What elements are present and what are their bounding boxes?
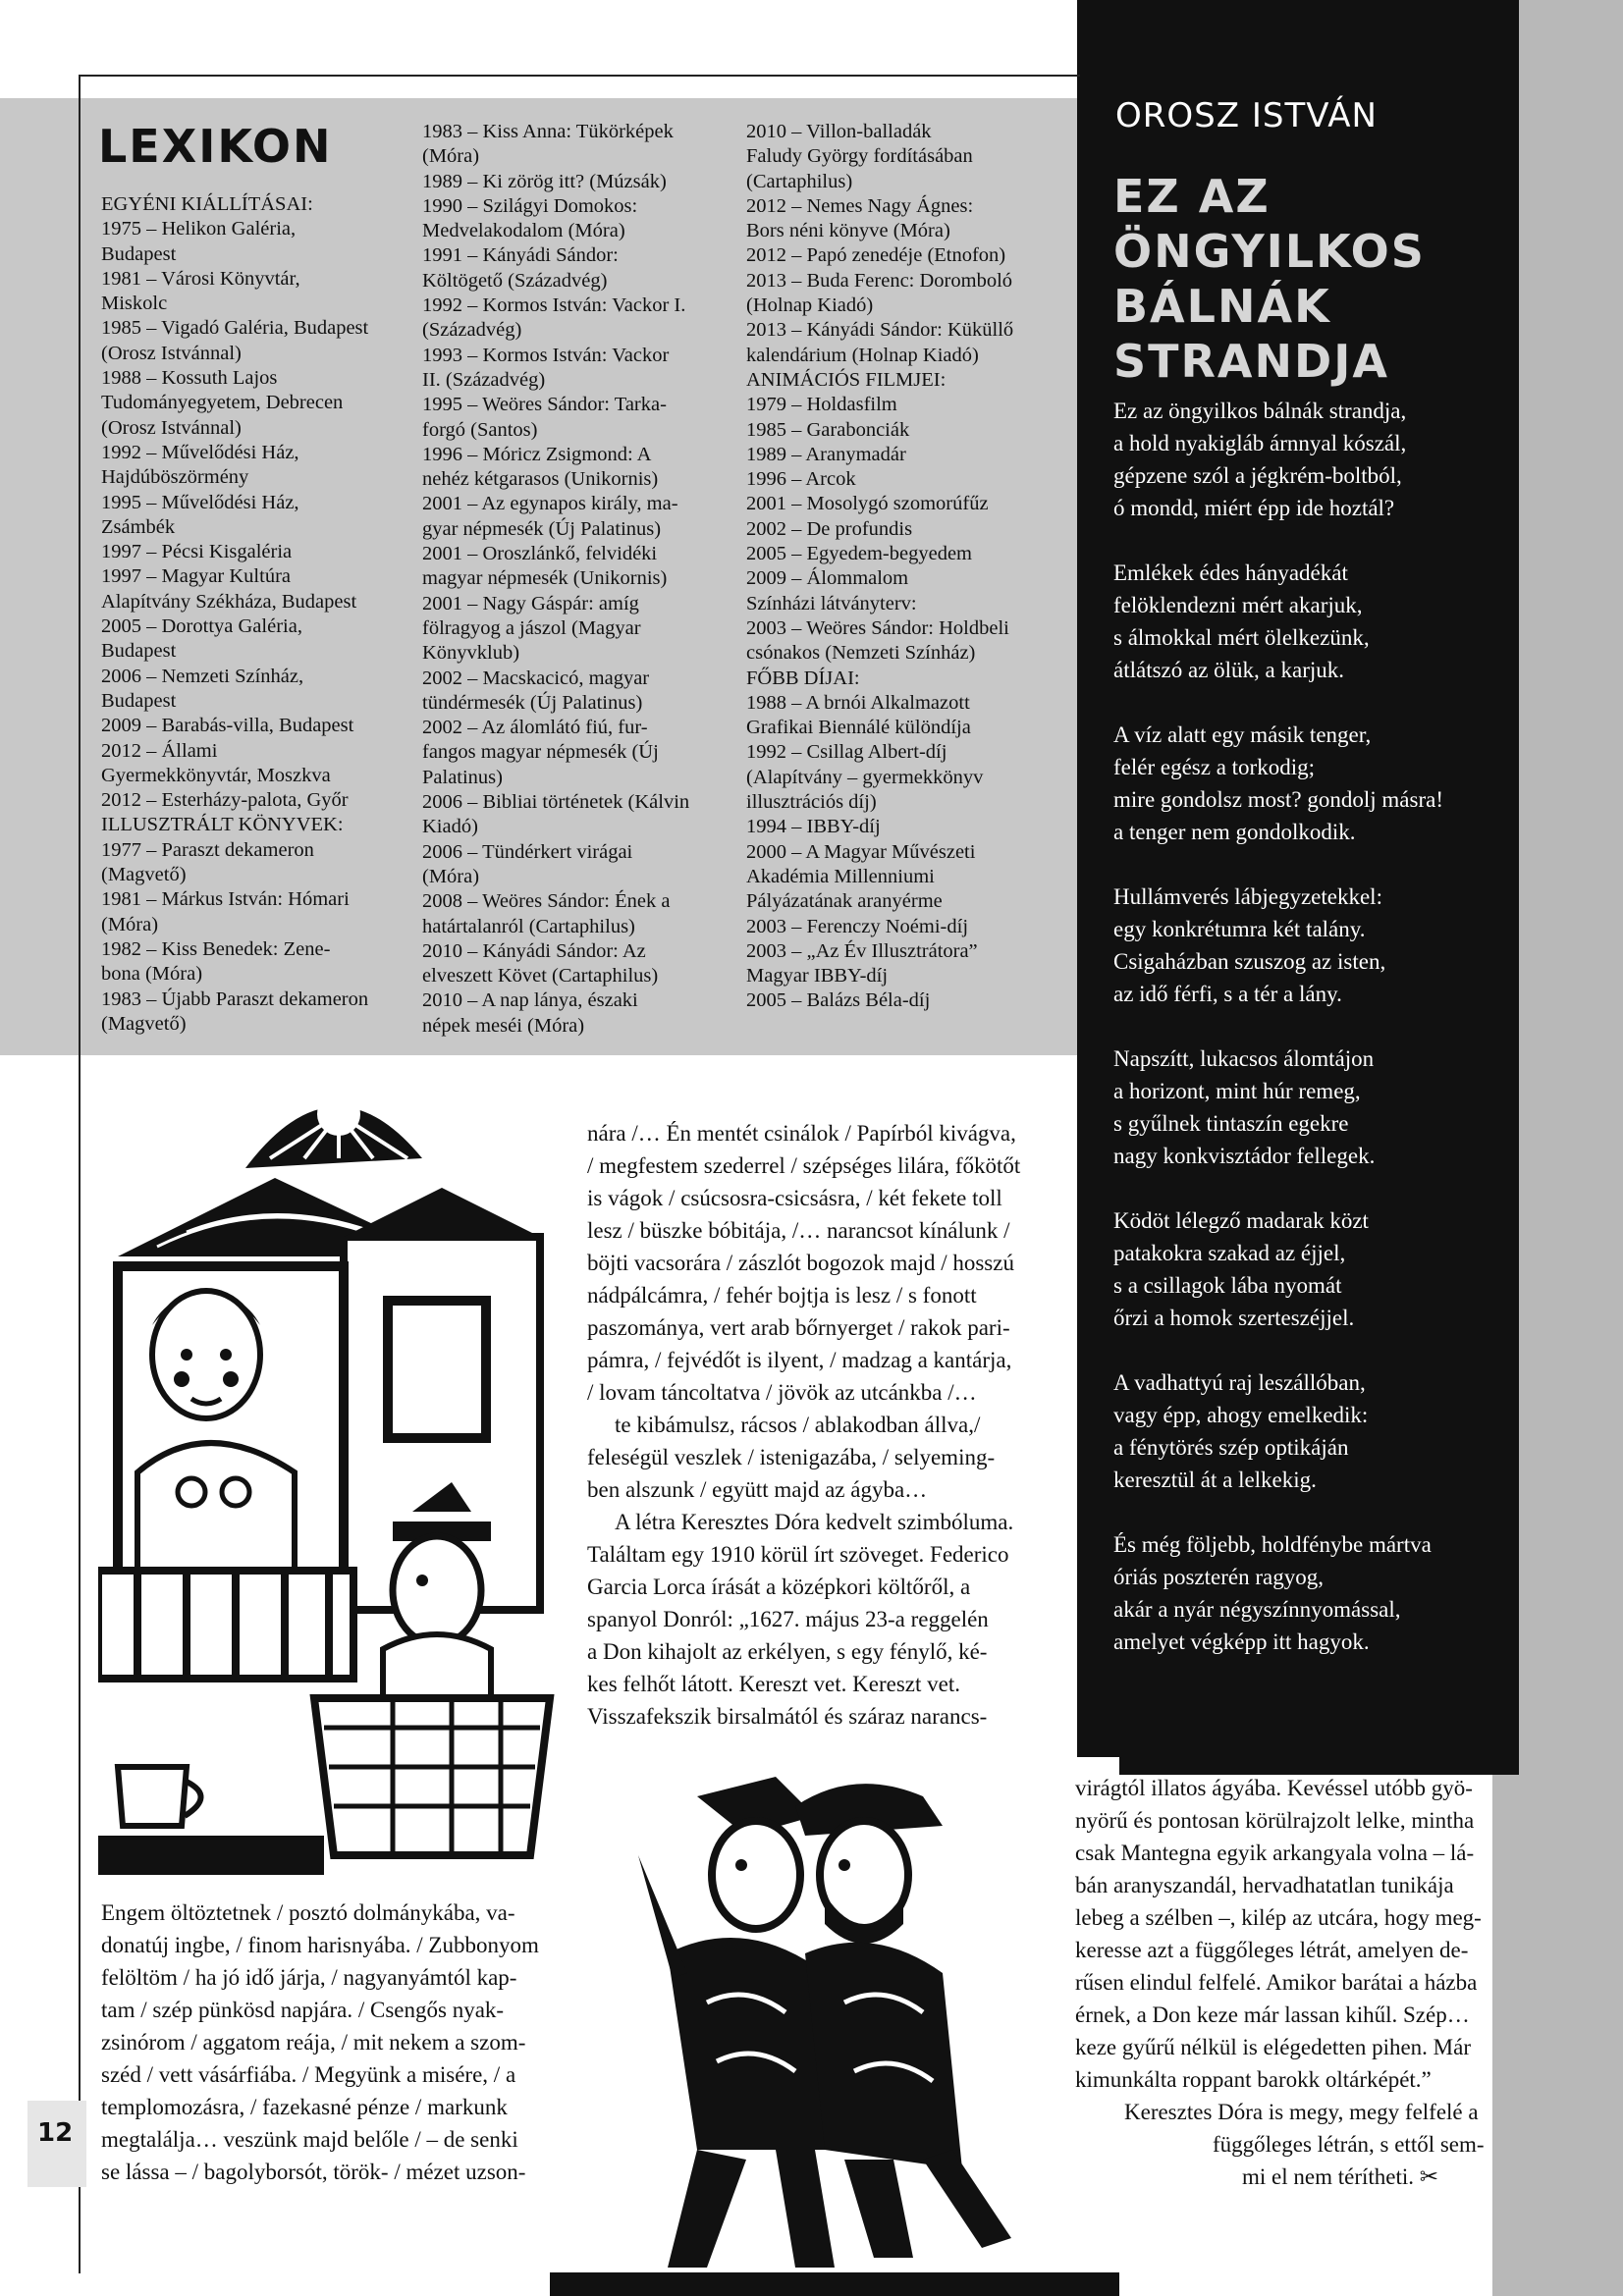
text-line: paszományа, vert arab bőrnyerget / rakok pari- xyxy=(587,1315,1010,1340)
lexikon-entry: II. (Századvég) xyxy=(422,368,546,391)
lexikon-entry: népek meséi (Móra) xyxy=(422,1014,585,1037)
poem-line: A víz alatt egy másik tenger, xyxy=(1113,722,1372,747)
lexikon-entry: Költögető (Századvég) xyxy=(422,269,608,292)
poem-stanza xyxy=(1113,557,1496,686)
text-line: ben alszunk / együtt majd az ágyba… xyxy=(587,1477,928,1502)
lexikon-entry: 1975 – Helikon Galéria, xyxy=(101,218,297,240)
poem-line: felér egész a torkodig; xyxy=(1113,755,1315,779)
poem-stanza xyxy=(1113,719,1496,848)
lexikon-entry: 2003 – Ferenczy Noémi-díj xyxy=(746,915,969,937)
poem-line: nagy konkvisztádor fellegek. xyxy=(1113,1144,1376,1168)
poem-line: mire gondolsz most? gondolj másra! xyxy=(1113,787,1443,812)
poem-line: s gyűlnek tintaszín egekre xyxy=(1113,1111,1349,1136)
poem-line: a tenger nem gondolkodik. xyxy=(1113,820,1356,844)
lexikon-entry: 2012 – Esterházy-palota, Győr xyxy=(101,789,349,812)
poem-stanza xyxy=(1113,395,1496,524)
lexikon-entry: 2008 – Weöres Sándor: Ének a xyxy=(422,890,671,913)
text-line: csak Mantegna egyik arkangyala volna – lá- xyxy=(1075,1841,1475,1865)
text-line: tam / szép pünkösd napjára. / Csengős nyak- xyxy=(101,1998,505,2022)
poem-line: a fénytörés szép optikáján xyxy=(1113,1435,1349,1460)
text-line: / megfestem szederrel / szépséges lilára, főkötőt xyxy=(587,1153,1021,1178)
lexikon-entry: 2002 – Macskacicó, magyar xyxy=(422,667,650,689)
lexikon-entry: ILLUSZTRÁLT KÖNYVEK: xyxy=(101,814,344,836)
lexikon-entry: 2013 – Kányádi Sándor: Küküllő xyxy=(746,319,1014,342)
lexikon-entry: 2001 – Nagy Gáspár: amíg xyxy=(422,592,639,614)
lexikon-entry: 2006 – Nemzeti Színház, xyxy=(101,665,304,687)
poem-title-line: ÖNGYILKOS xyxy=(1113,225,1426,278)
lexikon-entry: Budapest xyxy=(101,689,177,712)
lexikon-entry: 1988 – Kossuth Lajos xyxy=(101,367,278,390)
poem-title-line: STRANDJA xyxy=(1113,335,1389,388)
lexikon-column-2 xyxy=(422,120,689,1039)
lexikon-entry: Hajdúböszörmény xyxy=(101,466,249,489)
poem-line: az idő férfi, s a tér a lány. xyxy=(1113,982,1342,1006)
poem-line: s álmokkal mért ölelkezünk, xyxy=(1113,625,1370,650)
text-line: nára /… Én mentét csinálok / Papírból kivágva, xyxy=(587,1121,1016,1146)
article-text-right xyxy=(1075,1772,1485,2193)
poem-title xyxy=(1113,169,1426,389)
lexikon-entry: 2000 – A Magyar Művészeti xyxy=(746,840,976,863)
text-line: te kibámulsz, rácsos / ablakodban állva,/ xyxy=(615,1413,981,1437)
lexikon-entry: (Századvég) xyxy=(422,319,522,342)
lexikon-entry: Pályázatának aranyérme xyxy=(746,890,943,913)
text-line: nyörű és pontosan körülrajzolt lelke, mintha xyxy=(1075,1808,1475,1833)
lexikon-entry: ANIMÁCIÓS FILMJEI: xyxy=(746,368,947,391)
text-line: megtalálja… veszünk majd belőle / – de senki xyxy=(101,2127,518,2152)
poem-stanza xyxy=(1113,1042,1496,1172)
text-line: spanyol Donról: „1627. május 23-a reggelén xyxy=(587,1607,989,1631)
lexikon-entry: 1982 – Kiss Benedek: Zene- xyxy=(101,937,331,960)
text-line: donatúj ingbe, / finom harisnyába. / Zubbonyom xyxy=(101,1933,539,1957)
text-line: se lássa – / bagolyborsót, török- / mézet uzson- xyxy=(101,2160,526,2184)
lexikon-entry: illusztrációs díj) xyxy=(746,791,877,814)
text-line: érnek, a Don keze már lassan kihűl. Szép… xyxy=(1075,2002,1470,2027)
lexikon-entry: Kiadó) xyxy=(422,816,478,838)
text-line: bán aranyszandál, hervadhatatlan tunikája xyxy=(1075,1873,1454,1897)
lexikon-entry: fölragyog a jászol (Magyar xyxy=(422,616,641,639)
text-line: széd / vett vásárfiába. / Megyünk a misére, / a xyxy=(101,2062,516,2087)
text-line: kes felhőt látott. Kereszt vet. Kereszt vet. xyxy=(587,1672,960,1696)
lexikon-entry: 2005 – Egyedem-begyedem xyxy=(746,543,972,565)
lexikon-entry: fangos magyar népmesék (Új xyxy=(422,741,659,764)
article-text-middle xyxy=(587,1117,1020,1733)
text-line: pámra, / fejvédőt is ilyent, / madzag a kantárja, xyxy=(587,1348,1012,1372)
lexikon-entry: határtalanról (Cartaphilus) xyxy=(422,915,635,937)
text-line: A létra Keresztes Dóra kedvelt szimbóluma. xyxy=(615,1510,1014,1534)
frame-line-top xyxy=(79,75,1080,77)
lexikon-entry: Budapest xyxy=(101,242,177,265)
text-line: Keresztes Dóra is megy, megy felfelé a xyxy=(1124,2100,1479,2124)
lexikon-entry: 2010 – A nap lánya, északi xyxy=(422,989,638,1012)
poem-line: És még följebb, holdfénybe mártva xyxy=(1113,1532,1432,1557)
lexikon-entry: 1981 – Márkus István: Hómari xyxy=(101,888,350,911)
poem-author: OROSZ ISTVÁN xyxy=(1115,96,1378,135)
lexikon-entry: Tudományegyetem, Debrecen xyxy=(101,392,344,414)
lexikon-entry: 1997 – Magyar Kultúra xyxy=(101,565,291,588)
lexikon-entry: Alapítvány Székháza, Budapest xyxy=(101,590,357,613)
poem-stanza xyxy=(1113,1528,1496,1658)
lexikon-entry: 1983 – Kiss Anna: Tükörképek xyxy=(422,121,674,142)
lexikon-entry: 2001 – Oroszlánkő, felvidéki xyxy=(422,543,658,565)
lexikon-entry: 2006 – Tündérkert virágai xyxy=(422,840,633,863)
lexikon-entry: 2001 – Az egynapos király, ma- xyxy=(422,493,678,515)
woodcut-illustration-figures xyxy=(550,1757,1119,2296)
text-line: böjti vacsorára / zászlót bogozok majd / hosszú xyxy=(587,1251,1014,1275)
text-line: zsinórom / aggatom reája, / mit nekem a szom- xyxy=(101,2030,526,2055)
lexikon-entry: Zsámbék xyxy=(101,515,176,538)
end-mark-icon: ✂ xyxy=(1414,2164,1439,2189)
lexikon-entry: csónakos (Nemzeti Színház) xyxy=(746,642,976,665)
poem-line: ó mondd, miért épp ide hoztál? xyxy=(1113,496,1395,520)
lexikon-entry: forgó (Santos) xyxy=(422,418,538,441)
lexikon-entry: 1997 – Pécsi Kisgaléria xyxy=(101,541,293,563)
lexikon-entry: (Magvető) xyxy=(101,864,187,886)
lexikon-entry: 2010 – Kányádi Sándor: Az xyxy=(422,939,646,962)
lexikon-entry: 2005 – Balázs Béla-díj xyxy=(746,989,931,1012)
frame-line-left xyxy=(79,75,81,2273)
lexikon-entry: 2001 – Mosolygó szomorúfűz xyxy=(746,493,989,515)
text-line: templomozásra, / fazekasné pénze / markunk xyxy=(101,2095,508,2119)
poem-body xyxy=(1113,395,1496,1690)
poem-stanza xyxy=(1113,881,1496,1010)
lexikon-entry: 2013 – Buda Ferenc: Doromboló xyxy=(746,269,1013,292)
lexikon-entry: Miskolc xyxy=(101,293,168,315)
lexikon-entry: (Móra) xyxy=(422,145,480,168)
lexikon-entry: 1979 – Holdasfilm xyxy=(746,394,897,416)
poem-line: akár a nyár négyszínnyomással, xyxy=(1113,1597,1401,1622)
lexikon-entry: Grafikai Biennálé különdíja xyxy=(746,717,971,739)
lexikon-entry: bona (Móra) xyxy=(101,963,203,986)
text-line: lesz / büszke bóbitája, /… narancsot kínálunk / xyxy=(587,1218,1010,1243)
lexikon-entry: Magyar IBBY-díj xyxy=(746,965,889,988)
poem-line: Hullámverés lábjegyzetekkel: xyxy=(1113,884,1382,909)
text-line: feleségül veszlek / istenigazába, / selyeming- xyxy=(587,1445,996,1469)
lexikon-entry: 2005 – Dorottya Galéria, xyxy=(101,615,302,638)
poem-line: Ködöt lélegző madarak közt xyxy=(1113,1208,1369,1233)
poem-line: gépzene szól a jégkrém-boltból, xyxy=(1113,463,1402,488)
poem-line: Emlékek édes hányadékát xyxy=(1113,561,1348,585)
lexikon-entry: 2003 – Weöres Sándor: Holdbeli xyxy=(746,616,1009,639)
lexikon-entry: (Alapítvány – gyermekkönyv xyxy=(746,766,984,788)
poem-line: vagy épp, ahogy emelkedik: xyxy=(1113,1403,1369,1427)
text-line: Találtam egy 1910 körül írt szöveget. Federico xyxy=(587,1542,1009,1567)
lexikon-entry: 2006 – Bibliai történetek (Kálvin xyxy=(422,791,690,814)
lexikon-entry: 1992 – Csillag Albert-díj xyxy=(746,741,947,764)
lexikon-entry: (Móra) xyxy=(422,865,480,887)
lexikon-entry: (Holnap Kiadó) xyxy=(746,294,874,317)
lexikon-entry: 1985 – Vigadó Galéria, Budapest xyxy=(101,317,369,340)
lexikon-entry: (Magvető) xyxy=(101,1012,187,1035)
lexikon-entry: 2012 – Állami xyxy=(101,739,218,762)
text-line: is vágok / csúcsosra-csicsásra, / két fekete toll xyxy=(587,1186,1002,1210)
lexikon-entry: EGYÉNI KIÁLLÍTÁSAI: xyxy=(101,193,313,215)
lexikon-entry: Akadémia Millenniumi xyxy=(746,865,935,887)
lexikon-title: LEXIKON xyxy=(98,120,333,173)
lexikon-entry: 1996 – Móricz Zsigmond: A xyxy=(422,443,652,465)
text-line: mi el nem térítheti. ✂ xyxy=(1242,2164,1439,2189)
text-line: / lovam táncoltatva / jövök az utcánkba /… xyxy=(587,1380,977,1405)
lexikon-entry: Bors néni könyve (Móra) xyxy=(746,220,950,242)
poem-line: s a csillagok lába nyomát xyxy=(1113,1273,1342,1298)
lexikon-entry: 1988 – A brnói Alkalmazott xyxy=(746,691,970,714)
lexikon-entry: 1983 – Újabb Paraszt dekameron xyxy=(101,988,369,1010)
text-line: Visszafekszik birsalmától és száraz narancs- xyxy=(587,1704,988,1729)
poem-line: A vadhattyú raj leszállóban, xyxy=(1113,1370,1366,1395)
lexikon-entry: 1989 – Aranymadár xyxy=(746,443,906,465)
text-line: Engem öltöztetnek / posztó dolmánykába, va- xyxy=(101,1900,515,1925)
page-number: 12 xyxy=(37,2118,74,2148)
lexikon-entry: nehéz kétgarasos (Unikornis) xyxy=(422,468,659,491)
lexikon-entry: 1993 – Kormos István: Vackor xyxy=(422,344,670,366)
text-line: keresse azt a függőleges létrát, amelyen de- xyxy=(1075,1938,1469,1962)
poem-title-line: BÁLNÁK xyxy=(1113,280,1331,333)
lexikon-entry: Faludy György fordításában xyxy=(746,145,973,168)
lexikon-entry: (Orosz Istvánnal) xyxy=(101,416,242,439)
lexikon-entry: 2009 – Álommalom xyxy=(746,567,909,590)
poem-line: átlátszó az ölük, a karjuk. xyxy=(1113,658,1345,682)
lexikon-entry: 2010 – Villon-balladák xyxy=(746,121,932,142)
lexikon-entry: gyar népmesék (Új Palatinus) xyxy=(422,517,662,540)
lexikon-entry: (Móra) xyxy=(101,913,159,935)
text-line: Garcia Lorca írását a középkori költőről, a xyxy=(587,1575,971,1599)
poem-line: a hold nyakigláb árnnyal kószál, xyxy=(1113,431,1407,455)
text-line: lebeg a szélben –, kilép az utcára, hogy meg- xyxy=(1075,1905,1482,1930)
lexikon-entry: 2002 – De profundis xyxy=(746,517,913,540)
lexikon-entry: 2012 – Nemes Nagy Ágnes: xyxy=(746,194,974,217)
text-line: kimunkálta roppant barokk oltárképét.” xyxy=(1075,2067,1432,2092)
lexikon-entry: 1985 – Garabonciák xyxy=(746,418,910,441)
lexikon-entry: 2002 – Az álomlátó fiú, fur- xyxy=(422,717,648,739)
poem-line: egy konkrétumra két talány. xyxy=(1113,917,1366,941)
lexikon-entry: (Orosz Istvánnal) xyxy=(101,342,242,364)
poem-line: patakokra szakad az éjjel, xyxy=(1113,1241,1346,1265)
lexikon-entry: 1995 – Weöres Sándor: Tarka- xyxy=(422,394,667,416)
lexikon-entry: tündérmesék (Új Palatinus) xyxy=(422,691,643,714)
lexikon-entry: Színházi látványterv: xyxy=(746,592,917,614)
lexikon-entry: 1992 – Kormos István: Vackor I. xyxy=(422,294,686,317)
poem-line: a horizont, mint húr remeg, xyxy=(1113,1079,1361,1103)
lexikon-entry: 1991 – Kányádi Sándor: xyxy=(422,244,619,267)
poem-line: Napszítt, lukacsos álomtájon xyxy=(1113,1046,1375,1071)
lexikon-entry: Palatinus) xyxy=(422,766,503,788)
lexikon-entry: 1989 – Ki zörög itt? (Múzsák) xyxy=(422,170,667,192)
lexikon-entry: Könyvklub) xyxy=(422,642,520,665)
lexikon-entry: 2012 – Papó zenedéje (Etnofon) xyxy=(746,244,1006,267)
poem-stanza xyxy=(1113,1204,1496,1334)
lexikon-entry: kalendárium (Holnap Kiadó) xyxy=(746,344,979,366)
article-text-left xyxy=(101,1896,539,2188)
lexikon-entry: Budapest xyxy=(101,640,177,663)
lexikon-entry: magyar népmesék (Unikornis) xyxy=(422,567,668,590)
text-line: virágtól illatos ágyába. Kevéssel utóbb gyö- xyxy=(1075,1776,1473,1800)
text-line: a Don kihajolt az erkélyen, s egy fénylő, ké- xyxy=(587,1639,988,1664)
poem-line: őrzi a homok szerteszéjjel. xyxy=(1113,1306,1355,1330)
lexikon-entry: (Cartaphilus) xyxy=(746,170,853,192)
poem-line: óriás poszterén ragyog, xyxy=(1113,1565,1324,1589)
lexikon-entry: 2003 – „Az Év Illusztrátora” xyxy=(746,939,978,962)
lexikon-entry: 1990 – Szilágyi Domokos: xyxy=(422,194,638,217)
lexikon-entry: Medvelakodalom (Móra) xyxy=(422,220,625,242)
lexikon-entry: 1996 – Arcok xyxy=(746,468,856,491)
text-line: rűsen elindul felfelé. Amikor barátai a házba xyxy=(1075,1970,1478,1995)
lexikon-entry: 1995 – Művelődési Ház, xyxy=(101,491,299,513)
poem-line: Ez az öngyilkos bálnák strandja, xyxy=(1113,399,1407,423)
woodcut-illustration-window xyxy=(98,1060,569,1875)
lexikon-entry: 1981 – Városi Könyvtár, xyxy=(101,267,300,290)
poem-stanza xyxy=(1113,1366,1496,1496)
lexikon-entry: Gyermekkönyvtár, Moszkva xyxy=(101,764,331,786)
poem-line: felöklendezni mért akarjuk, xyxy=(1113,593,1363,617)
lexikon-entry: 1977 – Paraszt dekameron xyxy=(101,838,314,861)
lexikon-column-1 xyxy=(101,192,368,1037)
text-line: keze gyűrű nélkül is elégedetten pihen. Már xyxy=(1075,2035,1471,2059)
poem-line: amelyet végképp itt hagyok. xyxy=(1113,1629,1370,1654)
poem-line: Csigaházban szuszog az isten, xyxy=(1113,949,1386,974)
text-line: felöltöm / ha jó idő járja, / nagyanyámtól kap- xyxy=(101,1965,517,1990)
lexikon-entry: 1992 – Művelődési Ház, xyxy=(101,441,299,463)
lexikon-entry: FŐBB DÍJAI: xyxy=(746,667,860,689)
lexikon-entry: elveszett Követ (Cartaphilus) xyxy=(422,965,659,988)
lexikon-column-3 xyxy=(746,120,1013,1014)
text-line: függőleges létrán, s ettől sem- xyxy=(1213,2132,1485,2157)
poem-line: keresztül át a lelkekig. xyxy=(1113,1468,1317,1492)
lexikon-entry: 2009 – Barabás-villa, Budapest xyxy=(101,715,354,737)
poem-title-line: EZ AZ xyxy=(1113,170,1271,223)
lexikon-entry: 1994 – IBBY-díj xyxy=(746,816,881,838)
text-line: nádpálcámra, / fehér bojtja is lesz / s fonott xyxy=(587,1283,977,1308)
